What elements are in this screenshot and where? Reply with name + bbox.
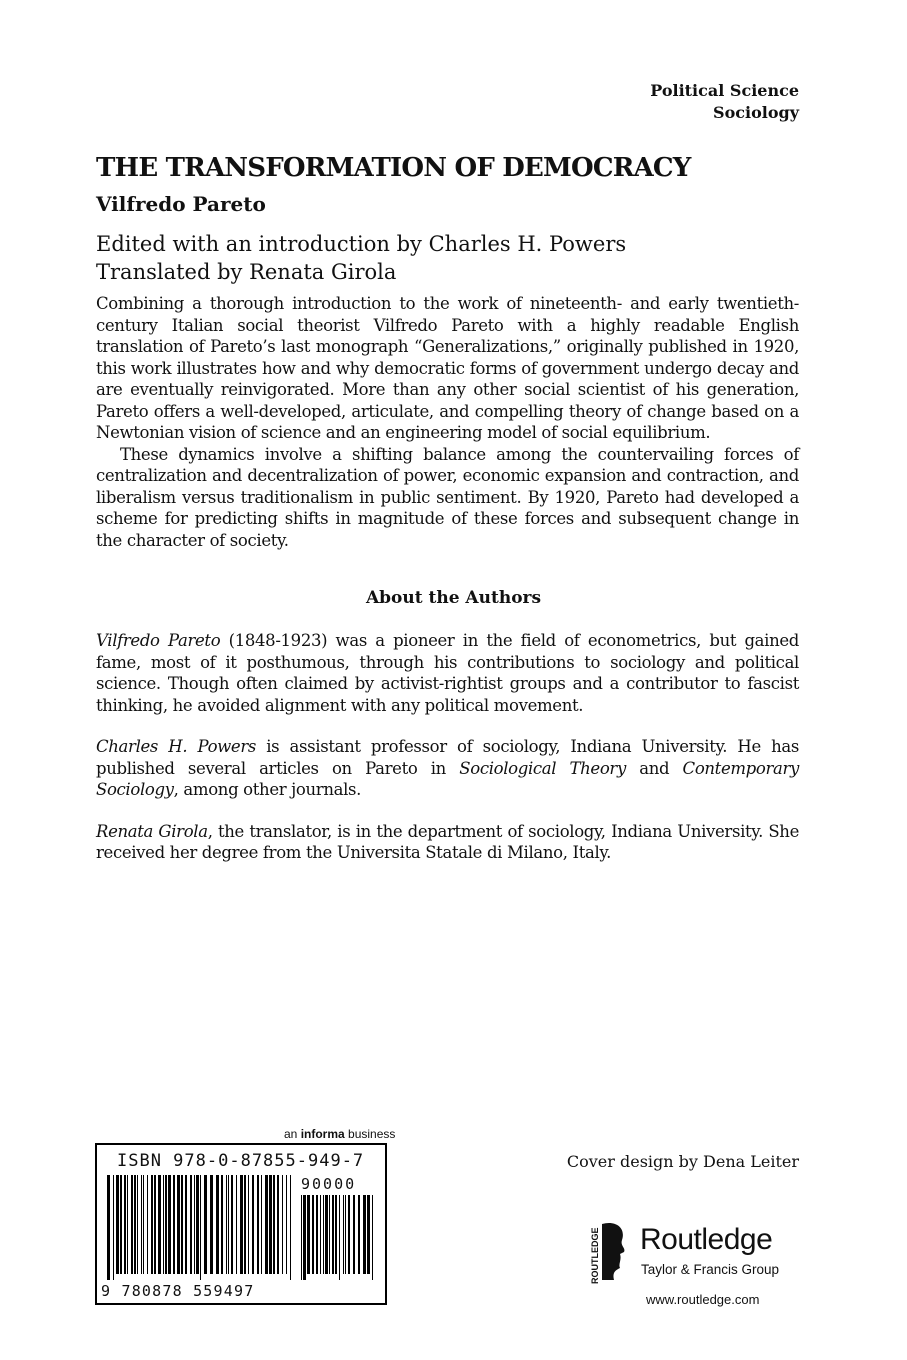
book-title: THE TRANSFORMATION OF DEMOCRACY (96, 153, 691, 183)
bio-powers (96, 736, 799, 801)
barcode-bar (323, 1195, 324, 1274)
barcode-bar (120, 1175, 122, 1274)
informa-prefix: an (284, 1127, 301, 1141)
barcode-bar (282, 1175, 283, 1274)
book-author: Vilfredo Pareto (96, 192, 266, 216)
informa-suffix: business (344, 1127, 396, 1141)
barcode-bar (367, 1195, 370, 1274)
bio-text: , the translator, is in the department of sociology, Indiana University. She received her degree from the Universita Statale di Milano, Italy. (96, 821, 799, 862)
bio-text: , among other journals. (173, 780, 362, 799)
publisher-name: Routledge (640, 1223, 773, 1256)
barcode-bar (196, 1175, 199, 1274)
barcode-bar (353, 1195, 355, 1274)
barcode-bars (107, 1175, 293, 1280)
barcode-bar (261, 1175, 262, 1274)
barcode-bar (316, 1195, 318, 1274)
barcode-bar (147, 1175, 148, 1274)
subject-categories (650, 80, 799, 124)
barcode-bar (248, 1175, 249, 1274)
barcode-bar (348, 1195, 350, 1274)
barcode-bar (236, 1175, 237, 1274)
translator-credit: Translated by Renata Girola (96, 260, 397, 284)
barcode-bar (221, 1175, 223, 1274)
informa-tagline (284, 1127, 395, 1141)
barcode-bar (372, 1195, 373, 1280)
category-sociology: Sociology (713, 103, 799, 122)
bio-name: Charles H. Powers (96, 737, 256, 756)
description-paragraph: Combining a thorough introduction to the work of nineteenth- and early twentieth-century Italian social theorist Vilfredo Pareto with a highly readable English translation of Pareto’s last monograph “Generalizations,” originally published in 1920, this work illustrates how and why democratic forms of government undergo decay and are eventually reinvigorated. More than any other social scientist of his generation, Pareto offers a well-developed, articulate, and compelling theory of change based on a Newtonian vision of science and an engineering model of social equilibrium. (96, 294, 799, 442)
bio-name: Vilfredo Pareto (96, 631, 221, 650)
barcode-bar (303, 1195, 306, 1280)
informa-brand: informa (300, 1127, 345, 1141)
barcode-bar (226, 1175, 227, 1274)
cover-design-credit: Cover design by Dena Leiter (566, 1152, 799, 1171)
editor-credit: Edited with an introduction by Charles H. Powers (96, 232, 627, 256)
barcode-bar (244, 1175, 246, 1274)
barcode-bar (158, 1175, 161, 1274)
barcode-bar (277, 1175, 279, 1274)
barcode-bar (124, 1175, 126, 1274)
barcode-bar (329, 1195, 330, 1274)
credits (96, 230, 626, 286)
barcode-bar (216, 1175, 219, 1274)
barcode-digits: 9 780878 559497 (101, 1282, 255, 1300)
isbn-text: ISBN 978-0-87855-949-7 (117, 1151, 365, 1171)
bio-girola (96, 821, 799, 864)
barcode-bar (107, 1175, 110, 1280)
barcode-bar (286, 1175, 287, 1274)
barcode-bar (307, 1195, 310, 1274)
barcode-bar (204, 1175, 207, 1274)
barcode-bar (301, 1195, 302, 1280)
barcode-bar (332, 1195, 334, 1274)
bio-text: and (625, 758, 683, 778)
publisher-url[interactable]: www.routledge.com (646, 1292, 760, 1307)
publisher-group: Taylor & Francis Group (641, 1262, 780, 1277)
author-bios (96, 630, 799, 884)
barcode-bar (154, 1175, 156, 1274)
book-description (96, 293, 799, 551)
barcode-bar (265, 1175, 268, 1274)
barcode-bar (113, 1175, 114, 1280)
barcode-bar (273, 1175, 275, 1274)
barcode-bar (190, 1175, 192, 1274)
barcode-bar (181, 1175, 183, 1274)
bio-text: (1848-1923) was a pioneer in the field of econometrics, but gained fame, most of it posthumous, through his contributions to sociology and political science. Though often claimed by activist-rightist groups and a contributor to fascist thinking, he avoided alignment with any political movement. (96, 631, 799, 715)
barcode-bar (363, 1195, 366, 1274)
isbn-barcode (95, 1143, 387, 1305)
barcode-bar (210, 1175, 213, 1274)
barcode-bar (325, 1195, 328, 1274)
barcode-bar (168, 1175, 171, 1274)
barcode-bar (228, 1175, 229, 1274)
barcode-bar (200, 1175, 201, 1280)
description-paragraph: These dynamics involve a shifting balance among the countervailing forces of centralization and decentralization of power, economic expansion and contraction, and liberalism versus traditionalism in public sentiment. By 1920, Pareto had developed a scheme for predicting shifts in magnitude of these forces and subsequent change in the character of society. (96, 444, 799, 550)
bio-text: is assistant professor of sociology, Indiana University. He has published several articles on Pareto in (96, 737, 799, 778)
barcode-bar (312, 1195, 314, 1274)
bio-name: Renata Girola (96, 821, 208, 841)
logo-vertical-text: ROUTLEDGE (590, 1227, 600, 1284)
barcode-bar (335, 1195, 337, 1274)
barcode-bar (290, 1175, 291, 1280)
category-political-science: Political Science (650, 81, 799, 100)
barcode-bar (252, 1175, 254, 1274)
barcode-bar (165, 1175, 167, 1274)
routledge-logo-icon (586, 1218, 632, 1286)
price-code: 90000 (301, 1175, 357, 1193)
barcode-bar (143, 1175, 144, 1274)
barcode-bar (358, 1195, 360, 1274)
barcode-bar (257, 1175, 259, 1274)
barcode-bar (131, 1175, 133, 1274)
about-authors-heading: About the Authors (365, 588, 542, 608)
barcode-bar (320, 1195, 321, 1274)
barcode-bar (343, 1195, 344, 1274)
barcode-bar (116, 1175, 119, 1274)
barcode-bar (137, 1175, 138, 1274)
barcode-bar (345, 1195, 346, 1274)
barcode-bar (240, 1175, 243, 1274)
barcode-bar (163, 1175, 164, 1274)
barcode-bar (339, 1195, 340, 1280)
barcode-bar (173, 1175, 175, 1274)
bio-pareto (96, 630, 799, 716)
journal-title: Contemporary Sociology (96, 758, 800, 799)
barcode-bar (231, 1175, 233, 1274)
barcode-bar (127, 1175, 128, 1274)
barcode-bar (141, 1175, 142, 1274)
barcode-bar (269, 1175, 272, 1274)
barcode-bar (134, 1175, 136, 1274)
journal-title: Sociological Theory (459, 758, 626, 778)
barcode-bar (151, 1175, 153, 1274)
barcode-bar (185, 1175, 187, 1274)
price-barcode-bars (301, 1195, 377, 1280)
barcode-bar (194, 1175, 195, 1274)
barcode-bar (177, 1175, 180, 1274)
